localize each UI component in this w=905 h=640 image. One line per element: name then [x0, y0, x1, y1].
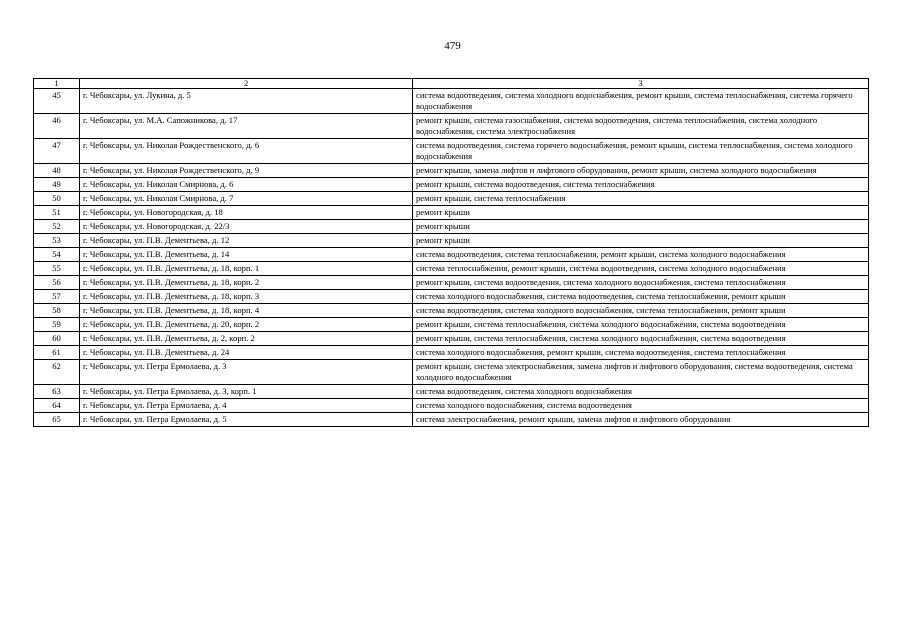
table-row — [34, 262, 869, 276]
row-works: система холодного водоснабжения, система водоотведения, система теплоснабжения, ремонт крыши — [413, 290, 869, 304]
row-address: г. Чебоксары, ул. Новогородская, д. 22/3 — [80, 220, 413, 234]
table-row — [34, 332, 869, 346]
row-address: г. Чебоксары, ул. Петра Ермолаева, д. 3 — [80, 360, 413, 385]
row-address: г. Чебоксары, ул. Петра Ермолаева, д. 3, корп. 1 — [80, 385, 413, 399]
row-number: 46 — [34, 114, 80, 139]
row-number: 50 — [34, 192, 80, 206]
row-works: ремонт крыши, система теплоснабжения — [413, 192, 869, 206]
row-works: система электроснабжения, ремонт крыши, замена лифтов и лифтового оборудования — [413, 413, 869, 427]
table-row — [34, 346, 869, 360]
column-number-3: 3 — [413, 79, 869, 89]
table-row — [34, 304, 869, 318]
row-number: 53 — [34, 234, 80, 248]
row-address: г. Чебоксары, ул. П.В. Дементьева, д. 18, корп. 4 — [80, 304, 413, 318]
table-row — [34, 139, 869, 164]
row-works: ремонт крыши — [413, 220, 869, 234]
table-row — [34, 276, 869, 290]
row-number: 55 — [34, 262, 80, 276]
row-address: г. Чебоксары, ул. М.А. Сапожникова, д. 17 — [80, 114, 413, 139]
row-works: ремонт крыши, система электроснабжения, замена лифтов и лифтового оборудования, система водоотведения, система холодного водоснабжения — [413, 360, 869, 385]
table-row — [34, 399, 869, 413]
column-number-2: 2 — [80, 79, 413, 89]
row-address: г. Чебоксары, ул. П.В. Дементьева, д. 18, корп. 2 — [80, 276, 413, 290]
row-works: система водоотведения, система холодного водоснабжения, система теплоснабжения, ремонт крыши — [413, 304, 869, 318]
row-works: ремонт крыши, система теплоснабжения, система холодного водоснабжения, система водоотведения — [413, 318, 869, 332]
row-address: г. Чебоксары, ул. П.В. Дементьева, д. 18, корп. 1 — [80, 262, 413, 276]
row-works: система водоотведения, система холодного водоснабжения — [413, 385, 869, 399]
table-row — [34, 178, 869, 192]
row-number: 60 — [34, 332, 80, 346]
row-number: 47 — [34, 139, 80, 164]
row-works: система водоотведения, система холодного водоснабжения, ремонт крыши, система теплоснабжения, система горячего водоснабжения — [413, 89, 869, 114]
table-row — [34, 234, 869, 248]
column-number-row — [34, 79, 869, 89]
row-works: система водоотведения, система теплоснабжения, ремонт крыши, система холодного водоснабжения — [413, 248, 869, 262]
row-number: 58 — [34, 304, 80, 318]
column-number-1: 1 — [34, 79, 80, 89]
row-works: ремонт крыши, система теплоснабжения, система холодного водоснабжения, система водоотведения — [413, 332, 869, 346]
row-number: 54 — [34, 248, 80, 262]
table-row — [34, 413, 869, 427]
row-address: г. Чебоксары, ул. П.В. Дементьева, д. 14 — [80, 248, 413, 262]
row-number: 57 — [34, 290, 80, 304]
table-row — [34, 164, 869, 178]
row-address: г. Чебоксары, ул. П.В. Дементьева, д. 24 — [80, 346, 413, 360]
table-row — [34, 290, 869, 304]
page-number: 479 — [444, 40, 461, 52]
row-works: ремонт крыши — [413, 206, 869, 220]
row-number: 51 — [34, 206, 80, 220]
row-number: 64 — [34, 399, 80, 413]
row-number: 45 — [34, 89, 80, 114]
table-row — [34, 360, 869, 385]
table-row — [34, 385, 869, 399]
row-works: ремонт крыши, система водоотведения, система холодного водоснабжения, система теплоснабжения — [413, 276, 869, 290]
row-works: ремонт крыши, система газоснабжения, система водоотведения, система теплоснабжения, система холодного водоснабжения, система электроснабжения — [413, 114, 869, 139]
table-row — [34, 206, 869, 220]
row-address: г. Чебоксары, ул. Петра Ермолаева, д. 5 — [80, 413, 413, 427]
row-address: г. Чебоксары, ул. Новогородская, д. 18 — [80, 206, 413, 220]
table-row — [34, 248, 869, 262]
row-number: 49 — [34, 178, 80, 192]
row-works: система холодного водоснабжения, система водоотведения — [413, 399, 869, 413]
row-address: г. Чебоксары, ул. П.В. Дементьева, д. 20, корп. 2 — [80, 318, 413, 332]
row-address: г. Чебоксары, ул. П.В. Дементьева, д. 2, корп. 2 — [80, 332, 413, 346]
row-number: 56 — [34, 276, 80, 290]
row-address: г. Чебоксары, ул. Николая Смирнова, д. 6 — [80, 178, 413, 192]
row-works: ремонт крыши — [413, 234, 869, 248]
row-address: г. Чебоксары, ул. Лукина, д. 5 — [80, 89, 413, 114]
table-row — [34, 89, 869, 114]
registry-table — [33, 78, 869, 427]
row-number: 63 — [34, 385, 80, 399]
row-works: система водоотведения, система горячего водоснабжения, ремонт крыши, система теплоснабжения, система холодного водоснабжения — [413, 139, 869, 164]
row-address: г. Чебоксары, ул. Николая Рождественского, д. 6 — [80, 139, 413, 164]
row-address: г. Чебоксары, ул. П.В. Дементьева, д. 12 — [80, 234, 413, 248]
row-address: г. Чебоксары, ул. Николая Рождественского, д. 9 — [80, 164, 413, 178]
table-row — [34, 220, 869, 234]
row-number: 62 — [34, 360, 80, 385]
row-number: 48 — [34, 164, 80, 178]
row-works: ремонт крыши, замена лифтов и лифтового оборудования, ремонт крыши, система холодного водоснабжения — [413, 164, 869, 178]
row-number: 59 — [34, 318, 80, 332]
row-works: система холодного водоснабжения, ремонт крыши, система водоотведения, система теплоснабжения — [413, 346, 869, 360]
row-number: 52 — [34, 220, 80, 234]
row-number: 61 — [34, 346, 80, 360]
row-address: г. Чебоксары, ул. Петра Ермолаева, д. 4 — [80, 399, 413, 413]
row-address: г. Чебоксары, ул. П.В. Дементьева, д. 18, корп. 3 — [80, 290, 413, 304]
row-works: ремонт крыши, система водоотведения, система теплоснабжения — [413, 178, 869, 192]
row-works: система теплоснабжения, ремонт крыши, система водоотведения, система холодного водоснабжения — [413, 262, 869, 276]
table-row — [34, 114, 869, 139]
table-row — [34, 192, 869, 206]
row-number: 65 — [34, 413, 80, 427]
table-row — [34, 318, 869, 332]
registry-table-body — [34, 79, 869, 427]
row-address: г. Чебоксары, ул. Николая Смирнова, д. 7 — [80, 192, 413, 206]
